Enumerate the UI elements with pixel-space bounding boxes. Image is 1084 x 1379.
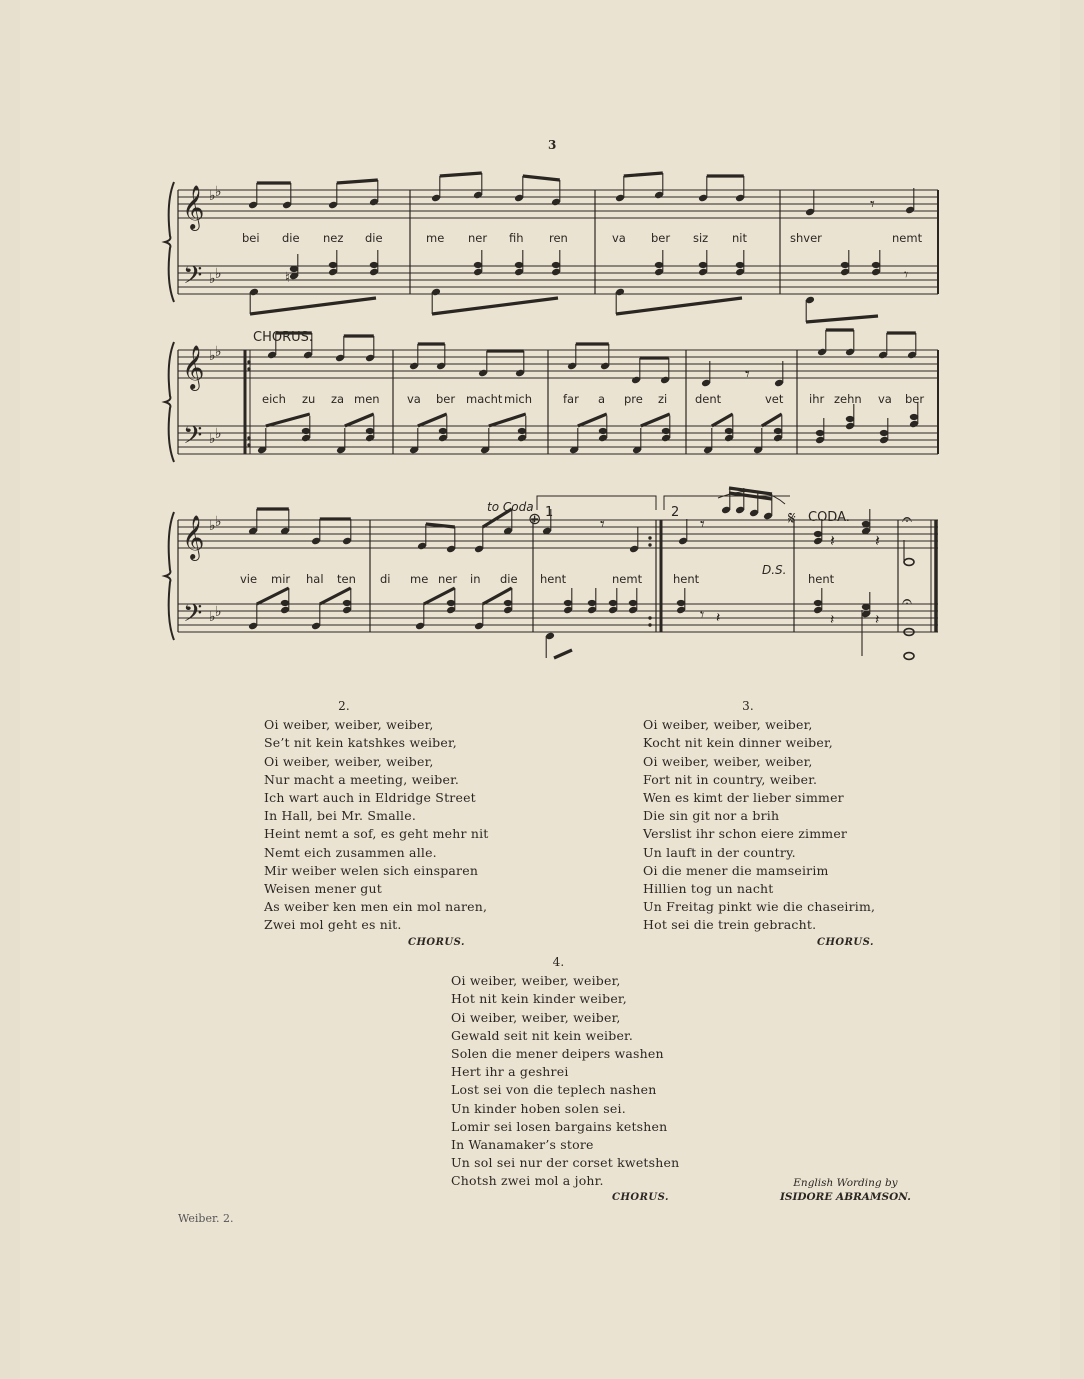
lyric-syllable: nemt — [612, 572, 643, 586]
credit-name: ISIDORE ABRAMSON. — [780, 1191, 911, 1203]
verse-line: Hot nit kein kinder weiber, — [451, 991, 627, 1007]
credit-line: English Wording by — [793, 1177, 898, 1189]
lyric-syllable: men — [354, 392, 380, 406]
eighth-rest-icon: 𝄾 — [904, 265, 909, 284]
verse-line: Weisen mener gut — [264, 881, 382, 897]
verse-number: 4. — [552, 955, 565, 969]
chord-note — [736, 262, 744, 268]
verse-line: Ich wart auch in Eldridge Street — [264, 790, 476, 806]
chorus-label: CHORUS. — [253, 330, 314, 345]
verse-line: Nemt eich zusammen alle. — [264, 844, 437, 860]
verse-line: Oi weiber, weiber, weiber, — [451, 973, 621, 989]
verse-line: Lost sei von die teplech nashen — [451, 1082, 657, 1098]
lyric-syllable: far — [563, 392, 579, 406]
lyric-syllable: hent — [808, 572, 835, 586]
eighth-rest-icon: 𝄾 — [700, 514, 705, 535]
chord-note — [515, 262, 523, 268]
beam — [762, 414, 782, 426]
lyric-syllable: pre — [624, 392, 643, 406]
chord-note — [629, 600, 637, 606]
fermata-icon: 𝄐 — [902, 591, 913, 612]
ending-bracket-1 — [537, 496, 656, 510]
quarter-rest-icon: 𝄽 — [716, 610, 721, 626]
verse-line: Solen die mener deipers washen — [451, 1046, 664, 1062]
chord-note — [552, 262, 560, 268]
key-flat-icon: ♭ — [209, 348, 216, 364]
lyric-syllable: bei — [242, 231, 260, 245]
coda-sign-icon: ⊕ — [528, 509, 542, 528]
verse-lines — [643, 716, 875, 934]
repeat-dot — [247, 360, 250, 363]
lyric-syllable: ten — [337, 572, 356, 586]
chord-note — [588, 600, 596, 606]
key-flat-icon: ♭ — [209, 188, 216, 204]
lyric-syllable: ihr — [809, 392, 825, 406]
repeat-dot — [648, 543, 651, 546]
natural-icon: ♮ — [285, 270, 291, 286]
chord-note — [281, 600, 289, 606]
beam — [418, 414, 447, 426]
beam — [712, 414, 733, 426]
repeat-dot — [247, 436, 250, 439]
chord-note — [662, 428, 670, 434]
chord-note — [872, 262, 880, 268]
treble-clef-icon: 𝄞 — [182, 345, 205, 389]
beam — [616, 298, 742, 314]
verse-line: Zwei mol geht es nit. — [264, 917, 402, 933]
beam — [440, 173, 482, 176]
key-flat-icon: ♭ — [215, 184, 222, 200]
beam — [578, 414, 607, 426]
beam — [641, 414, 670, 426]
beam — [250, 298, 376, 314]
repeat-dot — [247, 367, 250, 370]
lyric-syllable: dent — [695, 392, 722, 406]
verse-lines — [264, 716, 489, 934]
lyric-syllable: va — [407, 392, 421, 406]
chorus-reference: CHORUS. — [612, 1192, 669, 1203]
verse-line: Un lauft in der country. — [643, 844, 796, 860]
repeat-dot — [648, 536, 651, 539]
lyric-syllable: vet — [765, 392, 784, 406]
lyric-syllable: macht — [466, 392, 503, 406]
verse-line: Un sol sei nur der corset kwetshen — [451, 1155, 680, 1171]
ds-label: D.S. — [762, 563, 787, 577]
lyric-syllable: za — [331, 392, 345, 406]
lyric-syllable: mich — [504, 392, 533, 406]
lyric-syllable: shver — [790, 231, 822, 245]
chord-note — [862, 521, 870, 527]
lyric-syllable: nez — [323, 231, 344, 245]
lyric-syllable: vie — [240, 572, 258, 586]
quarter-rest-icon: 𝄽 — [875, 531, 880, 550]
verse-line: Mir weiber welen sich einsparen — [264, 862, 479, 878]
lyric-syllable: fih — [509, 231, 524, 245]
lyric-syllable: ner — [468, 231, 488, 245]
verse-line: Hert ihr a geshrei — [451, 1064, 569, 1080]
lyric-syllable: hent — [540, 572, 567, 586]
chorus-reference: CHORUS. — [817, 937, 874, 948]
verse-4 — [451, 953, 679, 1191]
verse-lines — [451, 972, 679, 1190]
brace — [165, 512, 174, 640]
lyric-syllable: hent — [673, 572, 700, 586]
verse-line: Oi weiber, weiber, weiber, — [643, 753, 813, 769]
chord-note — [814, 531, 822, 537]
lyric-syllable: die — [500, 572, 518, 586]
chord-note — [370, 262, 378, 268]
quarter-rest-icon: 𝄽 — [875, 612, 880, 628]
lyric-syllable: di — [380, 572, 391, 586]
to-coda-label: to Coda — [487, 500, 534, 514]
verse-line: In Wanamaker’s store — [451, 1137, 594, 1153]
chord-note — [518, 428, 526, 434]
beam — [489, 414, 526, 426]
lyric-syllable: mir — [271, 572, 291, 586]
key-flat-icon: ♭ — [209, 271, 216, 287]
verse-3 — [643, 697, 875, 935]
chord-note — [677, 600, 685, 606]
lyric-syllable: siz — [693, 231, 709, 245]
chord-note — [841, 262, 849, 268]
verse-line: Oi weiber, weiber, weiber, — [264, 753, 434, 769]
verse-line: Se’t nit kein katshkes weiber, — [264, 735, 457, 751]
lyric-syllable: me — [426, 231, 445, 245]
chord-note — [302, 428, 310, 434]
beam — [345, 414, 374, 426]
key-flat-icon: ♭ — [209, 609, 216, 625]
key-flat-icon: ♭ — [215, 426, 222, 442]
verse-line: Oi die mener die mamseirim — [643, 862, 829, 878]
lyric-syllable: ber — [905, 392, 925, 406]
chord-note — [699, 262, 707, 268]
eighth-rest-icon: 𝄾 — [870, 194, 875, 215]
beam — [523, 176, 560, 180]
verse-line: Fort nit in country, weiber. — [643, 771, 818, 787]
lyric-syllable: eich — [262, 392, 286, 406]
lyric-syllable: die — [365, 231, 383, 245]
repeat-dot — [648, 616, 651, 619]
verse-number: 2. — [338, 699, 350, 713]
chord-note — [366, 428, 374, 434]
bass-clef-icon: 𝄢 — [183, 599, 203, 634]
key-flat-icon: ♭ — [215, 266, 222, 282]
chord-note — [447, 600, 455, 606]
repeat-dot — [247, 443, 250, 446]
verse-line: As weiber ken men ein mol naren, — [264, 899, 488, 915]
page-number: 3 — [548, 138, 557, 152]
verse-number: 3. — [742, 699, 754, 713]
lyric-syllable: nemt — [892, 231, 923, 245]
coda-label: CODA. — [808, 510, 850, 525]
verse-line: Heint nemt a sof, es geht mehr nit — [264, 826, 489, 842]
verse-line: Wen es kimt der lieber simmer — [643, 790, 844, 806]
verse-line: Hillien tog un nacht — [643, 881, 774, 897]
verse-line: Un kinder hoben solen sei. — [451, 1100, 626, 1116]
chord-note — [439, 428, 447, 434]
bass-clef-icon: 𝄢 — [183, 261, 203, 296]
half-note-head — [904, 653, 914, 660]
lyric-syllable: va — [612, 231, 626, 245]
chord-note — [774, 428, 782, 434]
eighth-rest-icon: 𝄾 — [700, 605, 705, 624]
verse-line: Nur macht a meeting, weiber. — [264, 771, 460, 787]
verse-line: In Hall, bei Mr. Smalle. — [264, 808, 417, 824]
chord-note — [814, 600, 822, 606]
chord-note — [880, 430, 888, 436]
chord-note — [564, 600, 572, 606]
verse-line: Die sin git nor a brih — [643, 808, 780, 824]
beam — [624, 173, 663, 176]
verse-line: Chotsh zwei mol a johr. — [451, 1173, 604, 1189]
chord-note — [655, 262, 663, 268]
lyric-syllable: hal — [306, 572, 324, 586]
beam — [554, 650, 572, 658]
lyric-syllable: ber — [651, 231, 671, 245]
lyric-syllable: die — [282, 231, 300, 245]
footer-mark: Weiber. 2. — [178, 1212, 234, 1225]
lyric-syllable: a — [598, 392, 606, 406]
verse-line: Hot sei die trein gebracht. — [643, 917, 817, 933]
beam — [266, 414, 310, 426]
bass-clef-icon: 𝄢 — [183, 421, 203, 456]
key-flat-icon: ♭ — [209, 518, 216, 534]
lyric-syllable: va — [878, 392, 892, 406]
eighth-rest-icon: 𝄾 — [600, 514, 605, 535]
chord-note — [910, 414, 918, 420]
segno-icon: 𝄋 — [788, 508, 796, 529]
verse-line: Oi weiber, weiber, weiber, — [264, 717, 434, 733]
verse-line: Lomir sei losen bargains ketshen — [451, 1118, 668, 1134]
fermata-icon: 𝄐 — [902, 509, 913, 530]
lyric-syllable: nit — [732, 231, 747, 245]
verse-line: Un Freitag pinkt wie die chaseirim, — [643, 899, 876, 915]
ending-number: 1 — [545, 505, 554, 520]
quarter-rest-icon: 𝄽 — [830, 531, 835, 550]
verse-2 — [264, 697, 489, 935]
lyric-syllable: zi — [658, 392, 668, 406]
chord-note — [862, 604, 870, 610]
chord-note — [474, 262, 482, 268]
key-flat-icon: ♭ — [215, 344, 222, 360]
key-flat-icon: ♭ — [215, 514, 222, 530]
chord-note — [725, 428, 733, 434]
verse-line: Gewald seit nit kein weiber. — [451, 1027, 634, 1043]
chord-note — [846, 416, 854, 422]
verse-line: Kocht nit kein dinner weiber, — [643, 735, 833, 751]
lyric-syllable: in — [470, 572, 481, 586]
beam — [432, 298, 558, 314]
half-note-head — [904, 559, 914, 566]
verse-line: Oi weiber, weiber, weiber, — [643, 717, 813, 733]
lyric-syllable: zehn — [834, 392, 862, 406]
beam — [337, 180, 378, 183]
chorus-reference: CHORUS. — [408, 937, 465, 948]
quarter-rest-icon: 𝄽 — [830, 612, 835, 628]
brace — [165, 342, 174, 462]
treble-clef-icon: 𝄞 — [182, 515, 205, 559]
chord-note — [329, 262, 337, 268]
lyric-syllable: zu — [302, 392, 316, 406]
ending-number: 2 — [671, 505, 680, 520]
chord-note — [290, 266, 298, 272]
lyric-syllable: ber — [436, 392, 456, 406]
treble-clef-icon: 𝄞 — [182, 185, 205, 229]
lyric-syllable: ner — [438, 572, 458, 586]
beam — [806, 316, 878, 322]
chord-note — [343, 600, 351, 606]
chord-note — [504, 600, 512, 606]
chord-note — [816, 430, 824, 436]
chord-note — [609, 600, 617, 606]
credit-block — [780, 1176, 911, 1204]
key-flat-icon: ♭ — [215, 604, 222, 620]
verse-line: Verslist ihr schon eiere zimmer — [643, 826, 848, 842]
eighth-rest-icon: 𝄾 — [745, 364, 750, 385]
lyric-syllable: me — [410, 572, 429, 586]
repeat-dot — [648, 623, 651, 626]
lyric-syllable: ren — [549, 231, 568, 245]
key-flat-icon: ♭ — [209, 431, 216, 447]
brace — [165, 182, 174, 302]
chord-note — [599, 428, 607, 434]
verse-line: Oi weiber, weiber, weiber, — [451, 1009, 621, 1025]
